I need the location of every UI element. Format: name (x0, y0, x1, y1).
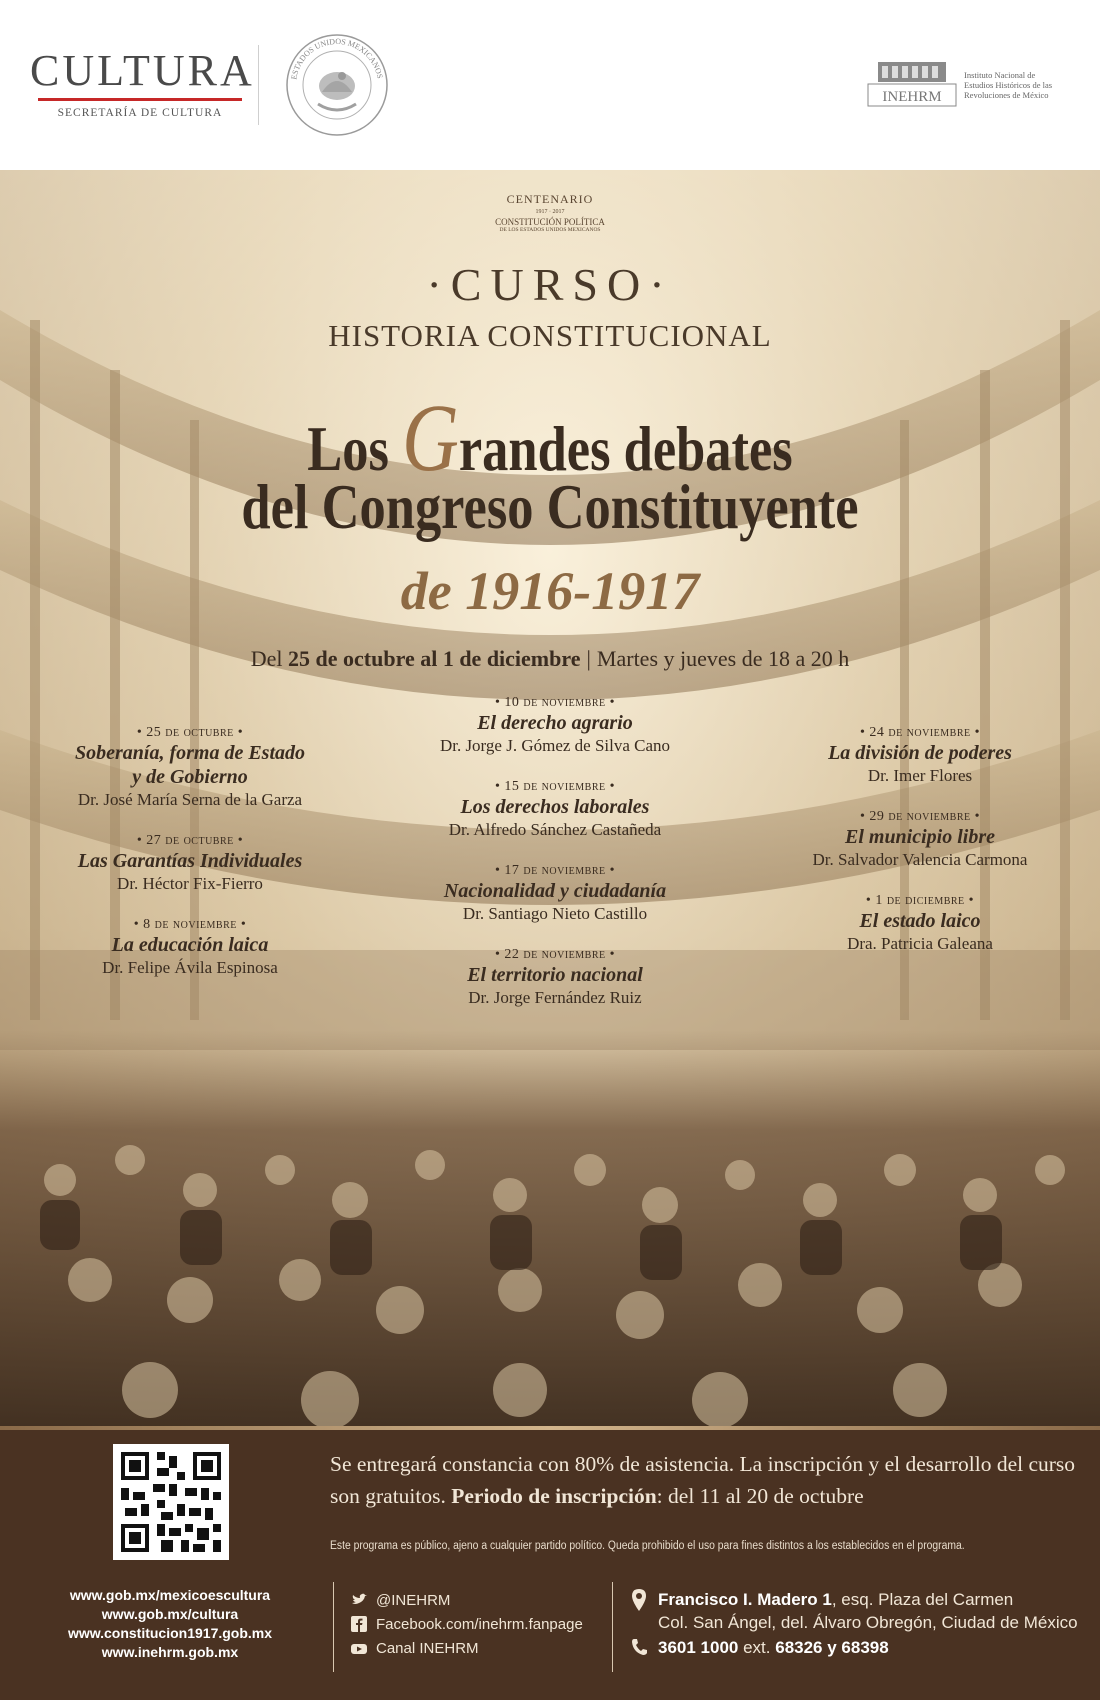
session-item: • 15 de noviembre • Los derechos laborales Dr. Alfredo Sánchez Castañeda (448, 779, 662, 839)
session-item: • 27 de octubre • Las Garantías Individuales Dr. Héctor Fix-Fierro (77, 833, 303, 893)
sessions-center-column (400, 695, 710, 1031)
twitter-link[interactable]: @INEHRM (350, 1588, 583, 1612)
session-item: • 25 de octubre • Soberanía, forma de Estado y de Gobierno Dr. José María Serna de la Garza (74, 725, 306, 809)
national-seal-icon (282, 30, 392, 140)
footer-divider (333, 1582, 334, 1672)
facebook-icon (350, 1615, 368, 1633)
phone-row[interactable]: 3601 1000 ext. 68326 y 68398 (630, 1636, 1090, 1659)
svg-text:ESTADOS UNIDOS MEXICANOS: ESTADOS UNIDOS MEXICANOS (289, 36, 385, 81)
session-item: • 17 de noviembre • Nacionalidad y ciudadanía Dr. Santiago Nieto Castillo (443, 863, 667, 923)
centenario-emblem: CENTENARIO 1917 · 2017 CONSTITUCIÓN POLÍTICA DE LOS ESTADOS UNIDOS MEXICANOS (495, 192, 605, 233)
session-item: • 1 de diciembre • El estado laico Dra. Patricia Galeana (847, 893, 993, 953)
inehrm-logo (866, 60, 1076, 110)
cultura-underline (38, 98, 242, 101)
poster-body (0, 170, 1100, 1430)
phone-icon (630, 1636, 648, 1658)
svg-text:INEHRM: INEHRM (882, 89, 942, 105)
legal-disclaimer: Este programa es público, ajeno a cualquier partido político. Queda prohibido el uso para fines distintos a los establecidos en el programa. (330, 1540, 965, 1552)
session-item: • 8 de noviembre • La educación laica Dr. Felipe Ávila Espinosa (102, 917, 278, 977)
social-links (350, 1588, 583, 1660)
main-title-line1: Los Grandes debates (307, 384, 793, 491)
qr-code-icon[interactable] (113, 1444, 229, 1560)
attendance-note: Se entregará constancia con 80% de asistencia. La inscripción y el desarrollo del curso son gratuitos. Periodo de inscripción: del 11 al 20 de octubre (330, 1452, 1076, 1508)
url-link[interactable]: www.gob.mx/mexicoescultura (69, 1587, 271, 1603)
course-dates: Del 25 de octubre al 1 de diciembre | Martes y jueves de 18 a 20 h (250, 646, 850, 671)
course-subtitle: HISTORIA CONSTITUCIONAL (328, 318, 772, 353)
header (0, 0, 1100, 170)
footer-divider (612, 1582, 613, 1672)
inehrm-name: Instituto Nacional de Estudios Históricos de las Revoluciones de México (964, 70, 1053, 100)
cultura-subtitle: SECRETARÍA DE CULTURA (57, 107, 223, 119)
youtube-icon (350, 1639, 368, 1657)
session-item: • 24 de noviembre • La división de poderes Dr. Imer Flores (828, 725, 1012, 785)
crowd-photo-illustration (0, 1030, 1100, 1430)
session-item: • 22 de noviembre • El territorio nacional Dr. Jorge Fernández Ruiz (467, 947, 643, 1007)
session-item: • 29 de noviembre • El municipio libre Dr. Salvador Valencia Carmona (812, 809, 1028, 869)
location-pin-icon (630, 1588, 648, 1612)
sessions-left-column (40, 725, 340, 1001)
sessions-right-column (770, 725, 1070, 977)
cultura-logo (30, 46, 255, 119)
url-link[interactable]: www.constitucion1917.gob.mx (67, 1625, 273, 1641)
footer (0, 1430, 1100, 1700)
main-title-line2: del Congreso Constituyente (241, 471, 859, 542)
curso-heading: ·CURSO· (426, 259, 674, 310)
twitter-bird-icon (350, 1591, 368, 1609)
main-title-line3: de 1916-1917 (400, 561, 700, 621)
session-item: • 10 de noviembre • El derecho agrario Dr. Jorge J. Gómez de Silva Cano (439, 695, 671, 755)
cultura-word: CULTURA (30, 46, 255, 95)
inehrm-building-icon (866, 60, 958, 108)
address-row: Francisco I. Madero 1, esq. Plaza del Carmen Col. San Ángel, del. Álvaro Obregón, Ciudad de México (630, 1588, 1090, 1634)
website-links (30, 1586, 310, 1662)
facebook-link[interactable]: Facebook.com/inehrm.fanpage (350, 1612, 583, 1636)
url-link[interactable]: www.inehrm.gob.mx (101, 1644, 239, 1660)
url-link[interactable]: www.gob.mx/cultura (101, 1606, 239, 1622)
header-divider (258, 45, 259, 125)
address-block (630, 1588, 1090, 1659)
youtube-link[interactable]: Canal INEHRM (350, 1636, 583, 1660)
